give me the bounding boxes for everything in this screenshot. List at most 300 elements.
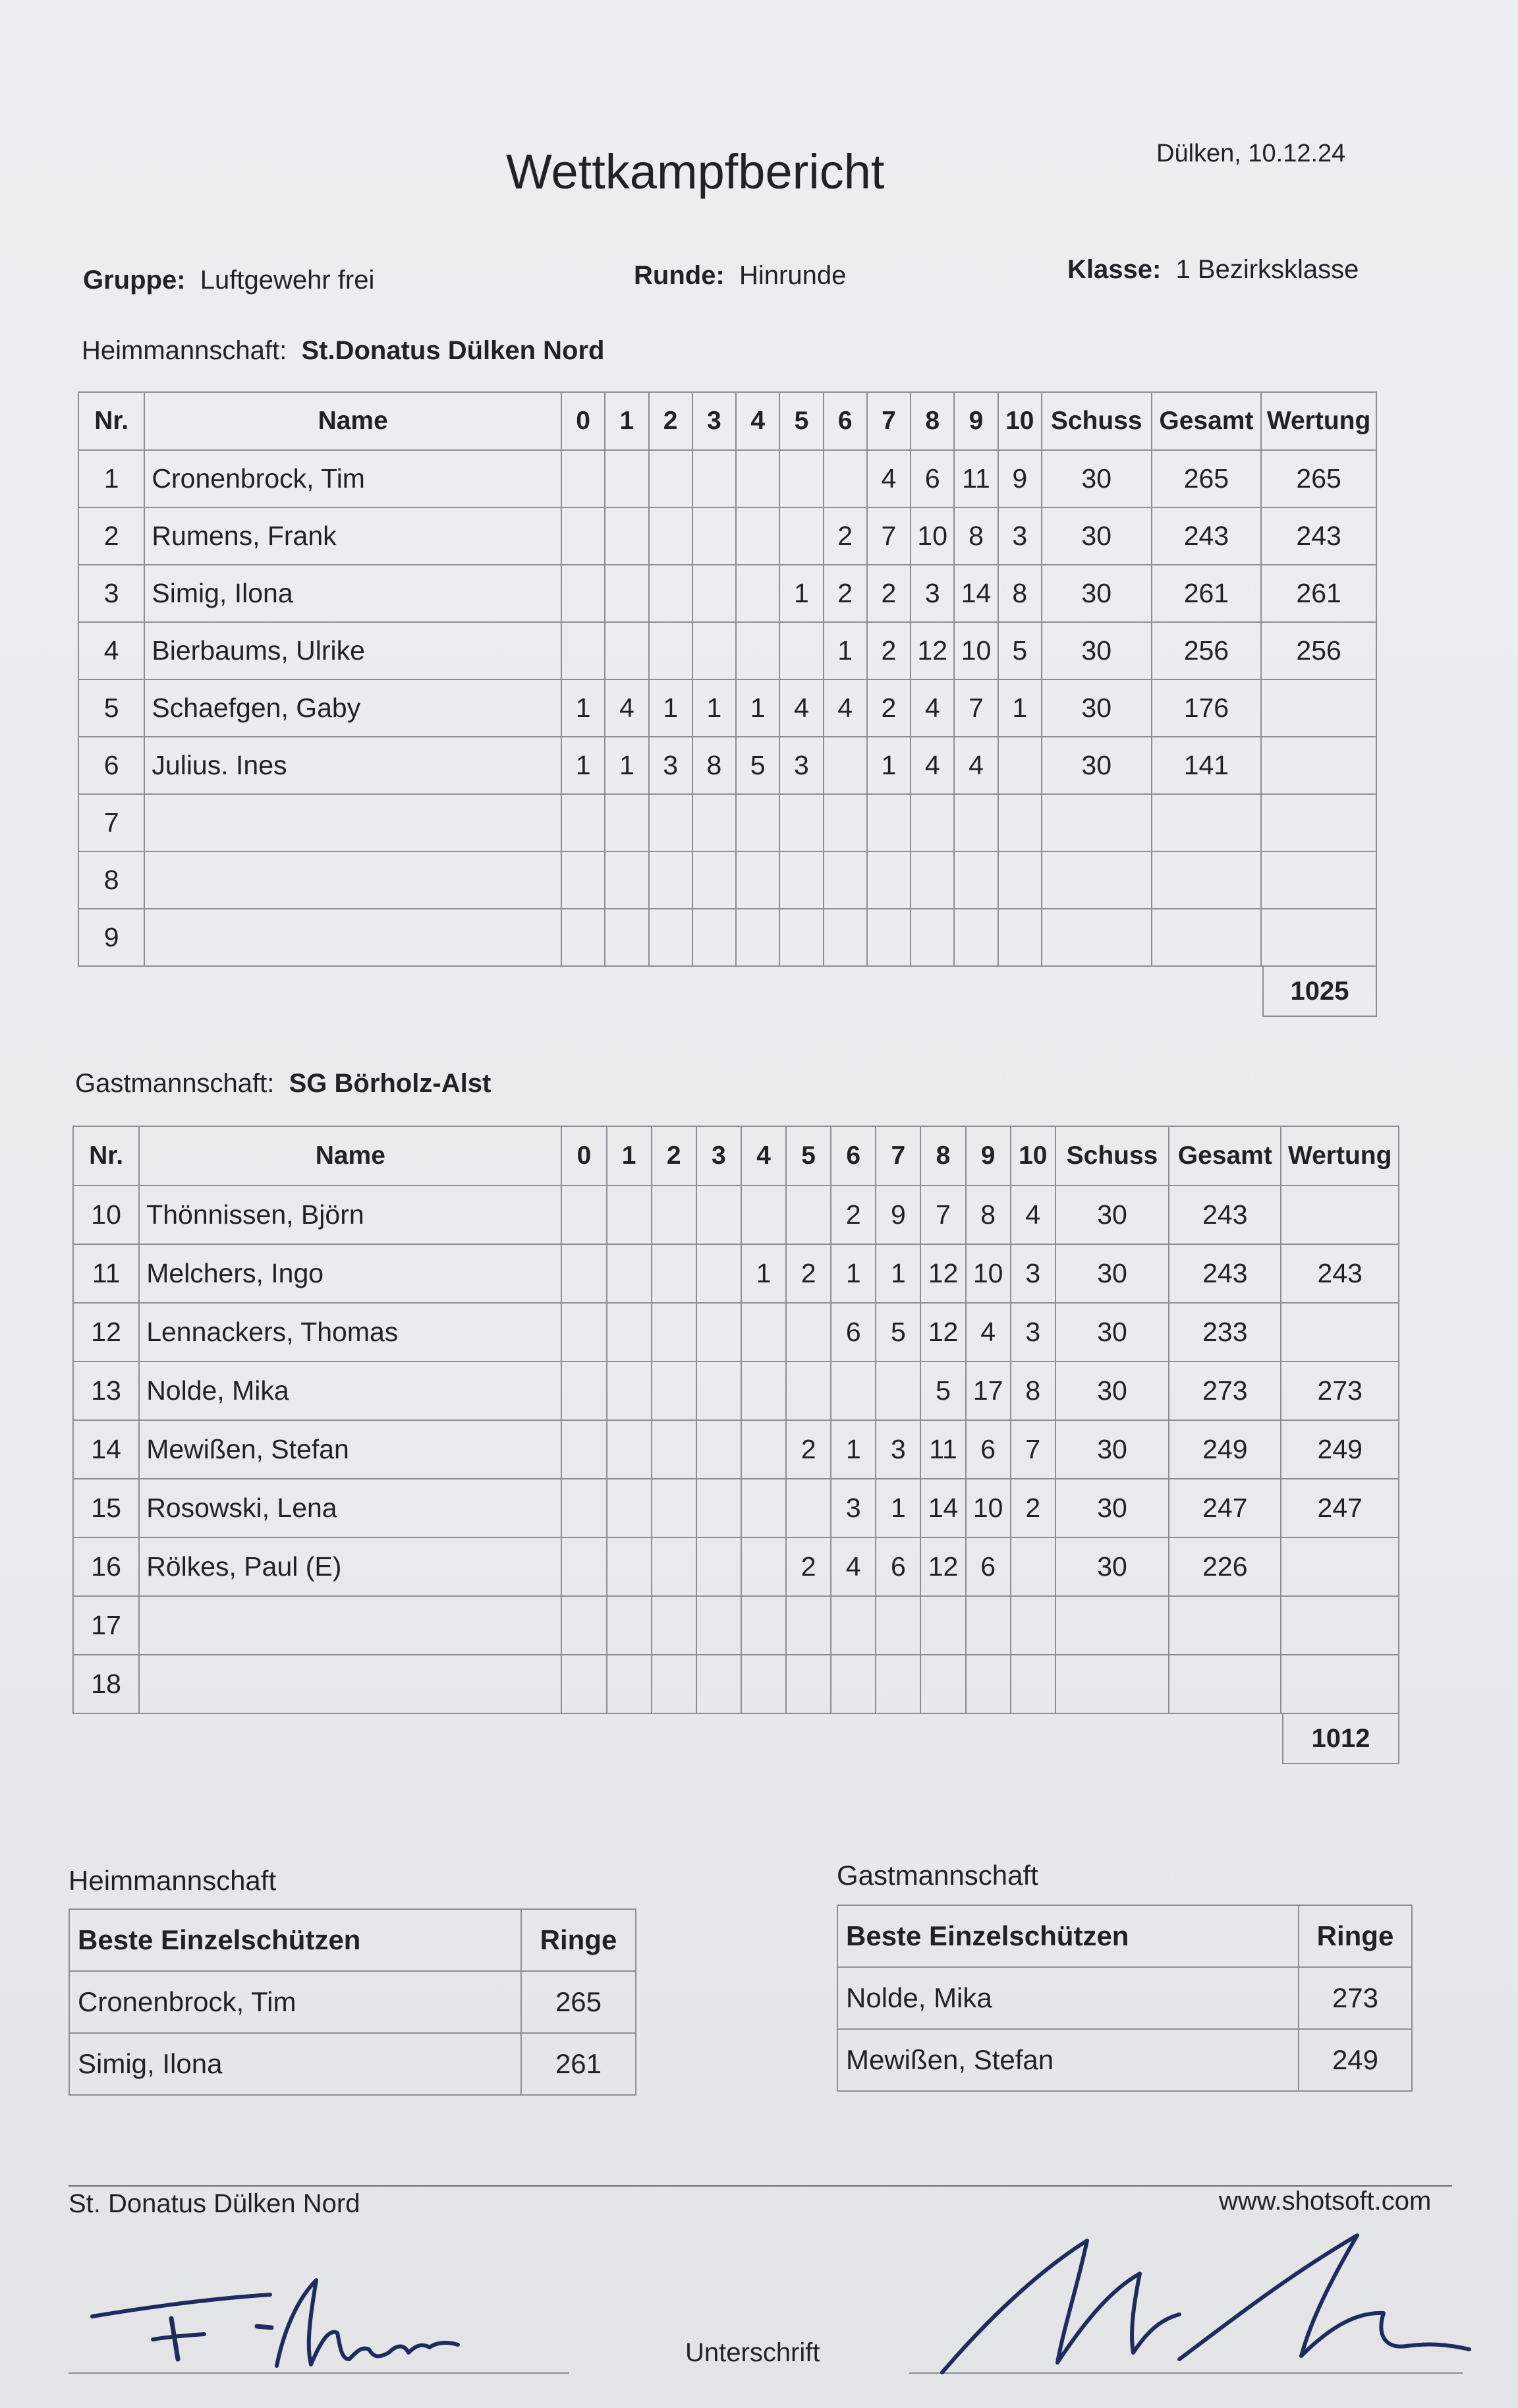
footer-website: www.shotsoft.com [1219, 2187, 1432, 2216]
ring-count-3 [696, 1655, 741, 1713]
table-row [73, 1186, 1399, 1244]
ring-count-9: 11 [954, 450, 998, 507]
ring-count-2 [649, 622, 692, 679]
best-home-ringe: 265 [521, 1971, 636, 2033]
best-home-col-ringe: Ringe [521, 1909, 636, 1971]
schuss-value: 30 [1042, 565, 1152, 622]
ring-count-9 [966, 1596, 1011, 1655]
column-header: 2 [649, 392, 692, 450]
ring-count-5 [779, 507, 823, 565]
wertung-value: 243 [1281, 1244, 1399, 1303]
page-title: Wettkampfbericht [506, 144, 885, 199]
ring-count-10: 4 [1011, 1186, 1055, 1244]
ring-count-3: 8 [692, 737, 736, 794]
gesamt-value: 247 [1169, 1479, 1281, 1537]
ring-count-2 [652, 1244, 696, 1303]
ring-count-6: 1 [824, 622, 867, 679]
column-header: Wertung [1261, 392, 1376, 450]
ring-count-8: 4 [911, 737, 954, 794]
table-row [73, 1303, 1399, 1362]
schuss-value: 30 [1042, 507, 1152, 565]
guest-score-table [72, 1126, 1399, 1714]
schuss-value: 30 [1042, 622, 1152, 679]
gesamt-value: 141 [1152, 737, 1262, 794]
ring-count-4 [736, 851, 779, 909]
ring-count-4 [736, 507, 779, 565]
runde-value: Hinrunde [739, 261, 847, 290]
klasse-field [1067, 255, 1359, 285]
wertung-value: 247 [1281, 1479, 1399, 1537]
ring-count-5: 1 [779, 565, 823, 622]
ring-count-2 [652, 1420, 696, 1479]
wertung-value [1261, 794, 1376, 851]
ring-count-6 [831, 1655, 876, 1713]
column-header: Nr. [73, 1126, 139, 1186]
wertung-value [1281, 1655, 1399, 1713]
best-guest-header-row [837, 1905, 1412, 1967]
schuss-value [1055, 1655, 1169, 1713]
home-total-box [1262, 967, 1377, 1017]
ring-count-3 [692, 622, 736, 679]
column-header: 8 [911, 392, 954, 450]
ring-count-8 [911, 794, 954, 851]
best-guest-name: Mewißen, Stefan [837, 2029, 1299, 2091]
ring-count-7 [867, 909, 911, 966]
ring-count-7 [876, 1655, 920, 1713]
ring-count-9 [966, 1655, 1011, 1713]
shooter-name: Cronenbrock, Tim [144, 450, 561, 507]
shooter-name [144, 909, 561, 966]
best-guest-ringe: 249 [1299, 2029, 1412, 2091]
ring-count-10: 3 [1011, 1244, 1055, 1303]
ring-count-2 [652, 1186, 696, 1244]
gesamt-value: 273 [1169, 1362, 1281, 1420]
ring-count-5 [779, 622, 823, 679]
ring-count-9: 8 [954, 507, 998, 565]
ring-count-1 [607, 1479, 652, 1537]
ring-count-10: 9 [998, 450, 1042, 507]
table-row [78, 507, 1376, 565]
ring-count-10 [998, 909, 1042, 966]
best-home-header-row [69, 1909, 636, 1971]
wertung-value [1281, 1186, 1399, 1244]
ring-count-0 [561, 1596, 606, 1655]
column-header: 3 [696, 1126, 741, 1186]
ring-count-3 [692, 794, 736, 851]
wertung-value [1281, 1303, 1399, 1362]
gesamt-value [1152, 851, 1262, 909]
best-home-name: Simig, Ilona [69, 2033, 521, 2095]
shooter-number: 5 [78, 679, 144, 737]
ring-count-10 [1011, 1655, 1055, 1713]
ring-count-1 [605, 622, 648, 679]
ring-count-0: 1 [561, 737, 605, 794]
ring-count-0 [561, 909, 605, 966]
column-header: 8 [920, 1126, 965, 1186]
shooter-name: Rosowski, Lena [139, 1479, 561, 1537]
ring-count-4 [741, 1303, 786, 1362]
gesamt-value: 243 [1169, 1244, 1281, 1303]
shooter-number: 9 [78, 909, 144, 966]
table-row [73, 1596, 1399, 1655]
ring-count-6 [824, 450, 867, 507]
home-team-label: Heimmannschaft: [82, 336, 287, 365]
table-row [78, 851, 1376, 909]
ring-count-2 [652, 1303, 696, 1362]
gesamt-value: 243 [1152, 507, 1262, 565]
gruppe-label: Gruppe: [83, 266, 186, 295]
ring-count-5: 4 [779, 679, 823, 737]
ring-count-0: 1 [561, 679, 605, 737]
best-guest-ringe: 273 [1299, 1967, 1412, 2029]
ring-count-5 [786, 1362, 831, 1420]
best-home-heading: Heimmannschaft [69, 1865, 277, 1896]
table-row [78, 450, 1376, 507]
ring-count-10 [998, 851, 1042, 909]
schuss-value: 30 [1055, 1479, 1169, 1537]
best-home-ringe: 261 [521, 2033, 636, 2095]
shooter-name: Mewißen, Stefan [139, 1420, 561, 1479]
ring-count-5: 2 [786, 1420, 831, 1479]
ring-count-1 [607, 1596, 652, 1655]
column-header: 7 [876, 1126, 920, 1186]
ring-count-9: 7 [954, 679, 998, 737]
table-row [837, 2029, 1412, 2091]
ring-count-9: 6 [966, 1420, 1011, 1479]
runde-field [634, 261, 846, 291]
ring-count-5 [786, 1655, 831, 1713]
ring-count-2 [649, 851, 692, 909]
ring-count-5 [779, 794, 823, 851]
ring-count-0 [561, 1537, 606, 1596]
ring-count-2 [652, 1362, 696, 1420]
ring-count-2 [652, 1596, 696, 1655]
handwritten-signature-right [922, 2227, 1476, 2386]
shooter-number: 18 [73, 1655, 139, 1713]
ring-count-3 [692, 909, 736, 966]
gesamt-value: 265 [1152, 450, 1262, 507]
gesamt-value: 176 [1152, 679, 1262, 737]
table-row [69, 2033, 636, 2095]
ring-count-0 [561, 507, 605, 565]
ring-count-1 [605, 450, 648, 507]
wertung-value: 261 [1261, 565, 1376, 622]
column-header: Schuss [1042, 392, 1152, 450]
ring-count-2 [652, 1479, 696, 1537]
schuss-value [1055, 1596, 1169, 1655]
ring-count-3 [696, 1537, 741, 1596]
ring-count-4 [741, 1186, 786, 1244]
ring-count-8: 7 [920, 1186, 965, 1244]
ring-count-4 [736, 565, 779, 622]
shooter-number: 1 [78, 450, 144, 507]
ring-count-6: 2 [824, 507, 867, 565]
schuss-value [1042, 851, 1152, 909]
wertung-value: 273 [1281, 1362, 1399, 1420]
column-header: Gesamt [1152, 392, 1262, 450]
ring-count-5 [779, 851, 823, 909]
ring-count-1 [607, 1244, 652, 1303]
ring-count-7: 1 [867, 737, 911, 794]
table-row [69, 1971, 636, 2033]
ring-count-7: 1 [876, 1479, 920, 1537]
column-header: 0 [561, 392, 605, 450]
ring-count-1 [605, 507, 648, 565]
ring-count-9: 4 [954, 737, 998, 794]
schuss-value: 30 [1042, 450, 1152, 507]
best-guest-heading: Gastmannschaft [837, 1860, 1038, 1891]
ring-count-2 [649, 794, 692, 851]
column-header: Nr. [78, 392, 144, 450]
ring-count-4: 1 [736, 679, 779, 737]
table-row [78, 909, 1376, 966]
column-header: 9 [954, 392, 998, 450]
wertung-value: 243 [1261, 507, 1376, 565]
ring-count-6 [831, 1596, 876, 1655]
ring-count-5 [786, 1479, 831, 1537]
shooter-name: Thönnissen, Björn [139, 1186, 561, 1244]
runde-label: Runde: [634, 261, 725, 290]
gesamt-value: 243 [1169, 1186, 1281, 1244]
ring-count-10: 5 [998, 622, 1042, 679]
shooter-number: 8 [78, 851, 144, 909]
gruppe-value: Luftgewehr frei [200, 266, 375, 295]
best-guest-col-name: Beste Einzelschützen [837, 1905, 1299, 1967]
ring-count-1: 1 [605, 737, 648, 794]
ring-count-7 [876, 1596, 920, 1655]
report-date: Dülken, 10.12.24 [1156, 140, 1346, 167]
ring-count-6: 3 [831, 1479, 876, 1537]
ring-count-1 [607, 1186, 652, 1244]
wertung-value [1261, 851, 1376, 909]
ring-count-3 [692, 450, 736, 507]
ring-count-9: 8 [966, 1186, 1011, 1244]
schuss-value: 30 [1055, 1362, 1169, 1420]
home-team-line [82, 336, 605, 366]
ring-count-9: 10 [966, 1244, 1011, 1303]
ring-count-2 [649, 507, 692, 565]
header-row [73, 1126, 1399, 1186]
schuss-value: 30 [1042, 679, 1152, 737]
ring-count-4 [736, 794, 779, 851]
ring-count-4: 5 [736, 737, 779, 794]
ring-count-5 [786, 1596, 831, 1655]
ring-count-8: 12 [920, 1537, 965, 1596]
ring-count-0 [561, 450, 605, 507]
wertung-value: 249 [1281, 1420, 1399, 1479]
schuss-value: 30 [1055, 1303, 1169, 1362]
handwritten-signature-left [79, 2260, 540, 2392]
shooter-name: Nolde, Mika [139, 1362, 561, 1420]
ring-count-0 [561, 565, 605, 622]
ring-count-4 [736, 450, 779, 507]
ring-count-3 [696, 1362, 741, 1420]
ring-count-1 [607, 1362, 652, 1420]
ring-count-0 [561, 1303, 606, 1362]
shooter-number: 10 [73, 1186, 139, 1244]
ring-count-7 [876, 1362, 920, 1420]
schuss-value: 30 [1055, 1244, 1169, 1303]
ring-count-7: 1 [876, 1244, 920, 1303]
ring-count-7: 2 [867, 679, 911, 737]
ring-count-6: 2 [824, 565, 867, 622]
ring-count-4 [736, 909, 779, 966]
ring-count-4 [741, 1479, 786, 1537]
gesamt-value: 261 [1152, 565, 1262, 622]
best-home-col-name: Beste Einzelschützen [69, 1909, 521, 1971]
ring-count-7: 4 [867, 450, 911, 507]
gesamt-value [1152, 909, 1262, 966]
shooter-number: 16 [73, 1537, 139, 1596]
wertung-value: 265 [1261, 450, 1376, 507]
ring-count-8: 14 [920, 1479, 965, 1537]
guest-team-name: SG Börholz-Alst [289, 1069, 492, 1098]
ring-count-7: 2 [867, 565, 911, 622]
wertung-value [1261, 679, 1376, 737]
ring-count-10 [1011, 1537, 1055, 1596]
ring-count-6: 6 [831, 1303, 876, 1362]
column-header: 3 [692, 392, 736, 450]
ring-count-8: 6 [911, 450, 954, 507]
schuss-value: 30 [1055, 1186, 1169, 1244]
ring-count-5: 3 [779, 737, 823, 794]
ring-count-7 [867, 851, 911, 909]
ring-count-3 [696, 1186, 741, 1244]
shooter-name: Julius. Ines [144, 737, 561, 794]
ring-count-0 [561, 622, 605, 679]
wertung-value [1281, 1537, 1399, 1596]
wertung-value [1261, 737, 1376, 794]
column-header: Wertung [1281, 1126, 1399, 1186]
table-row [78, 622, 1376, 679]
ring-count-7: 3 [876, 1420, 920, 1479]
ring-count-0 [561, 1186, 606, 1244]
ring-count-8: 3 [911, 565, 954, 622]
shooter-name: Melchers, Ingo [139, 1244, 561, 1303]
column-header: 7 [867, 392, 911, 450]
ring-count-0 [561, 1244, 606, 1303]
shooter-name: Bierbaums, Ulrike [144, 622, 561, 679]
ring-count-3 [692, 851, 736, 909]
table-row [78, 737, 1376, 794]
table-row [78, 565, 1376, 622]
ring-count-3 [696, 1596, 741, 1655]
ring-count-1: 4 [605, 679, 648, 737]
column-header: 6 [824, 392, 867, 450]
shooter-name: Lennackers, Thomas [139, 1303, 561, 1362]
ring-count-1 [605, 794, 648, 851]
shooter-name [139, 1655, 561, 1713]
ring-count-0 [561, 1479, 606, 1537]
ring-count-2 [649, 909, 692, 966]
shooter-number: 2 [78, 507, 144, 565]
ring-count-8: 4 [911, 679, 954, 737]
ring-count-5: 2 [786, 1244, 831, 1303]
ring-count-3 [696, 1479, 741, 1537]
ring-count-9: 10 [966, 1479, 1011, 1537]
ring-count-10: 8 [998, 565, 1042, 622]
best-home-table [69, 1908, 636, 2096]
ring-count-4 [741, 1537, 786, 1596]
ring-count-1 [607, 1655, 652, 1713]
guest-total-box [1282, 1714, 1399, 1764]
table-row [78, 679, 1376, 737]
shooter-number: 14 [73, 1420, 139, 1479]
wertung-value [1261, 909, 1376, 966]
signature-label: Unterschrift [685, 2338, 820, 2367]
gesamt-value [1152, 794, 1262, 851]
home-team-name: St.Donatus Dülken Nord [301, 336, 605, 365]
ring-count-1 [607, 1537, 652, 1596]
ring-count-8: 12 [920, 1303, 965, 1362]
gesamt-value [1169, 1596, 1281, 1655]
ring-count-4 [741, 1596, 786, 1655]
ring-count-10: 1 [998, 679, 1042, 737]
schuss-value: 30 [1042, 737, 1152, 794]
shooter-number: 3 [78, 565, 144, 622]
ring-count-0 [561, 1655, 606, 1713]
ring-count-7: 6 [876, 1537, 920, 1596]
table-row [837, 1967, 1412, 2029]
ring-count-6: 2 [831, 1186, 876, 1244]
wertung-value: 256 [1261, 622, 1376, 679]
gesamt-value [1169, 1655, 1281, 1713]
ring-count-2 [652, 1655, 696, 1713]
column-header: 10 [998, 392, 1042, 450]
ring-count-9: 4 [966, 1303, 1011, 1362]
table-row [73, 1420, 1399, 1479]
ring-count-2: 3 [649, 737, 692, 794]
ring-count-4 [736, 622, 779, 679]
ring-count-5 [786, 1186, 831, 1244]
ring-count-6: 4 [831, 1537, 876, 1596]
ring-count-9: 10 [954, 622, 998, 679]
ring-count-10 [998, 737, 1042, 794]
ring-count-6 [824, 794, 867, 851]
ring-count-8: 12 [911, 622, 954, 679]
home-score-table [78, 391, 1377, 967]
ring-count-9: 6 [966, 1537, 1011, 1596]
ring-count-1 [605, 565, 648, 622]
best-guest-table [837, 1905, 1413, 2092]
column-header: 6 [831, 1126, 876, 1186]
ring-count-0 [561, 794, 605, 851]
table-row [73, 1537, 1399, 1596]
column-header: 0 [561, 1126, 606, 1186]
column-header: 2 [652, 1126, 696, 1186]
column-header: 5 [786, 1126, 831, 1186]
ring-count-3 [696, 1303, 741, 1362]
ring-count-8 [911, 851, 954, 909]
ring-count-1 [607, 1420, 652, 1479]
shooter-name [144, 794, 561, 851]
table-row [73, 1479, 1399, 1537]
ring-count-5: 2 [786, 1537, 831, 1596]
ring-count-10 [1011, 1596, 1055, 1655]
schuss-value [1042, 909, 1152, 966]
shooter-number: 6 [78, 737, 144, 794]
shooter-name: Rumens, Frank [144, 507, 561, 565]
gesamt-value: 249 [1169, 1420, 1281, 1479]
gesamt-value: 233 [1169, 1303, 1281, 1362]
column-header: 1 [605, 392, 648, 450]
ring-count-9 [954, 909, 998, 966]
shooter-name: Simig, Ilona [144, 565, 561, 622]
ring-count-2 [649, 565, 692, 622]
ring-count-4 [741, 1655, 786, 1713]
ring-count-3 [696, 1244, 741, 1303]
ring-count-6: 1 [831, 1420, 876, 1479]
